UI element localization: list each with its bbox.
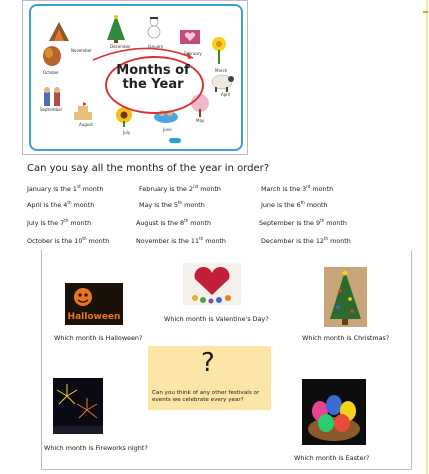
lamb-icon — [209, 71, 235, 93]
daffodil-icon — [209, 36, 229, 66]
month-ordinal-text: July is the 7th month — [27, 218, 92, 228]
poster-month-label: February — [184, 51, 202, 56]
easter-eggs-image — [302, 379, 366, 445]
poster-month-label: January — [148, 44, 164, 49]
margin-marker — [423, 11, 428, 13]
festivals-question-box — [148, 346, 271, 410]
easter-question: Which month is Easter? — [294, 454, 370, 462]
valentine-chocolates-image — [183, 263, 241, 305]
leaves-icon — [41, 44, 63, 68]
christmas-tree-icon — [106, 14, 126, 44]
question-heading: Can you say all the months of the year in order? — [27, 163, 270, 174]
poster-month-label: May — [196, 118, 205, 123]
poster-title: Months of the Year — [116, 63, 190, 92]
poster-logo — [169, 138, 181, 143]
month-ordinal-text: December is the 12th month — [261, 236, 351, 246]
month-ordinal-text: September is the 9th month — [259, 218, 347, 228]
question-mark: ? — [201, 348, 215, 378]
month-ordinal-text: October is the 10th month — [27, 236, 110, 246]
halloween-word: Halloween — [67, 312, 121, 322]
margin-line — [426, 0, 428, 474]
poster-month-label: October — [43, 70, 60, 75]
poster-month-label: August — [79, 122, 93, 127]
fireworks-question: Which month is Fireworks night? — [44, 444, 148, 452]
poster-month-label: March — [215, 68, 228, 73]
month-ordinal-text: August is the 8th month — [136, 218, 212, 228]
poster-frame — [29, 4, 243, 151]
month-ordinal-text: March is the 3rd month — [261, 184, 334, 194]
month-ordinal-text: May is the 5th month — [139, 200, 205, 210]
poster-month-label: April — [221, 92, 231, 97]
month-ordinal-text: April is the 4th month — [27, 200, 95, 210]
sandcastle-icon — [72, 102, 94, 122]
activity-border-left — [41, 250, 42, 470]
activity-border-right — [411, 250, 412, 470]
christmas-tree-image — [324, 267, 367, 327]
valentines-question: Which month is Valentine's Day? — [164, 315, 269, 323]
snowman-icon — [145, 16, 163, 40]
activity-border-bottom — [41, 469, 412, 470]
christmas-question: Which month is Christmas? — [302, 334, 390, 342]
month-ordinal-text: June is the 6th month — [261, 200, 328, 210]
month-ordinal-text: January is the 1st month — [27, 184, 104, 194]
poster-month-label: July — [123, 130, 131, 135]
month-ordinal-text: November is the 11th month — [136, 236, 226, 246]
months-poster — [22, 0, 248, 155]
festivals-question-text: Can you think of any other festivals or events we celebrate every year? — [152, 390, 260, 403]
poster-month-label: November — [71, 48, 92, 53]
poster-month-label: December — [110, 44, 131, 49]
halloween-image — [65, 283, 123, 325]
poster-month-label: June — [163, 127, 172, 132]
school-children-icon — [41, 86, 63, 108]
halloween-question: Which month is Halloween? — [54, 334, 143, 342]
month-ordinal-text: February is the 2nd month — [139, 184, 221, 194]
fireworks-image — [53, 378, 103, 434]
poster-month-label: September — [40, 107, 63, 112]
bonfire-icon — [46, 20, 72, 42]
